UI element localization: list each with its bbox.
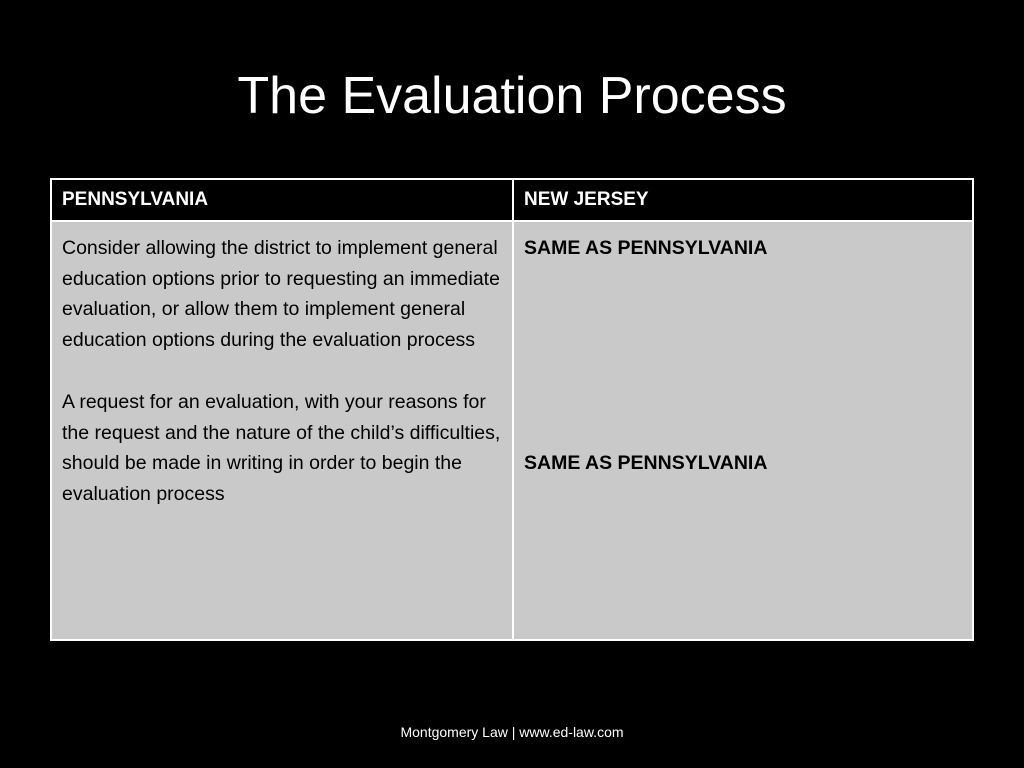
table-row bbox=[51, 221, 973, 640]
new-jersey-line-2: SAME AS PENNSYLVANIA bbox=[524, 451, 768, 474]
new-jersey-line-1: SAME AS PENNSYLVANIA bbox=[524, 237, 768, 259]
slide-footer: Montgomery Law | www.ed-law.com bbox=[400, 724, 624, 740]
comparison-table bbox=[50, 178, 974, 641]
header-new-jersey: NEW JERSEY bbox=[513, 179, 973, 221]
table-header-row bbox=[51, 179, 973, 221]
pennsylvania-paragraph-2: A request for an evaluation, with your reasons for the request and the nature of the child’s difficulties, should be made in writing in order to begin the evaluation process bbox=[62, 390, 501, 505]
pennsylvania-paragraph-1: Consider allowing the district to implement general education options prior to requesting an immediate evaluation, or allow them to implement general education options during the evaluation process bbox=[62, 237, 500, 352]
cell-pennsylvania bbox=[51, 221, 513, 640]
slide-title: The Evaluation Process bbox=[237, 67, 787, 125]
cell-new-jersey bbox=[513, 221, 973, 640]
header-pennsylvania: PENNSYLVANIA bbox=[51, 179, 513, 221]
